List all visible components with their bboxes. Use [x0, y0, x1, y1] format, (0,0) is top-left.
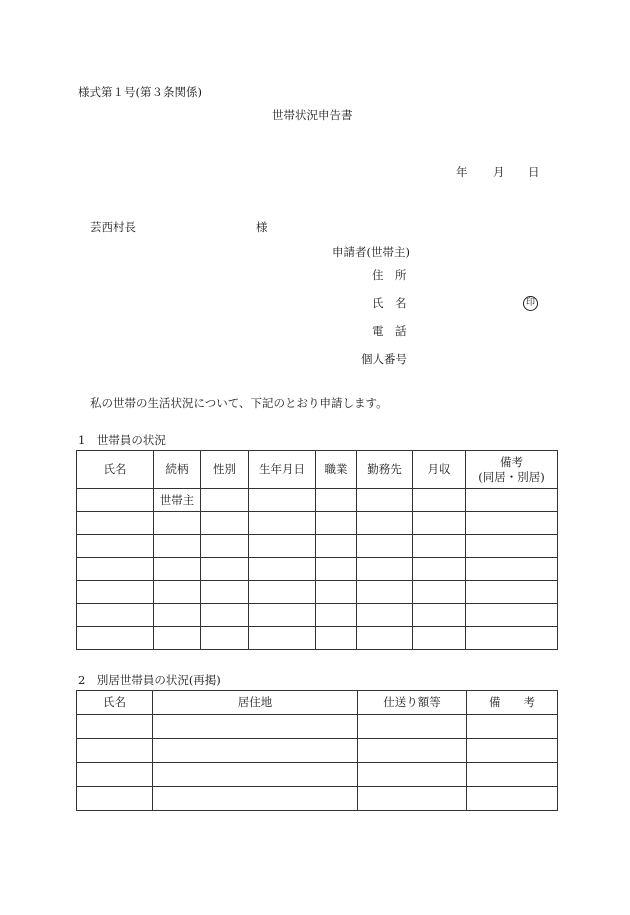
- col-header-remarks-sub: (同居・別居): [478, 469, 545, 484]
- table-row: [77, 535, 558, 558]
- section1-heading: 1 世帯員の状況: [78, 433, 166, 447]
- addressee-name: 芸西村長: [90, 220, 136, 234]
- cell-remarks[interactable]: [466, 512, 558, 535]
- cell-name[interactable]: [77, 715, 153, 739]
- table-header-row: [77, 451, 558, 489]
- col-header-birthdate: 生年月日: [249, 451, 316, 489]
- table-row: [77, 604, 558, 627]
- application-statement: 私の世帯の生活状況について、下記のとおり申請します。: [90, 396, 388, 410]
- cell-relation[interactable]: [154, 558, 201, 581]
- cell-relation: 世帯主: [154, 489, 201, 512]
- cell-birthdate[interactable]: [249, 535, 316, 558]
- col-header-relation: 続柄: [154, 451, 201, 489]
- cell-remittance[interactable]: [358, 763, 467, 787]
- household-members-table: [76, 450, 558, 650]
- addressee-honorific: 様: [256, 220, 268, 234]
- cell-workplace[interactable]: [357, 489, 413, 512]
- cell-gender[interactable]: [201, 512, 249, 535]
- table-row: [77, 581, 558, 604]
- cell-remarks[interactable]: [466, 489, 558, 512]
- cell-gender[interactable]: [201, 581, 249, 604]
- cell-name[interactable]: [77, 512, 154, 535]
- table-row: [77, 627, 558, 650]
- cell-remittance[interactable]: [358, 715, 467, 739]
- cell-residence[interactable]: [153, 787, 358, 811]
- cell-remarks[interactable]: [466, 627, 558, 650]
- cell-name[interactable]: [77, 739, 153, 763]
- cell-occupation[interactable]: [316, 512, 357, 535]
- cell-income[interactable]: [413, 627, 466, 650]
- cell-relation[interactable]: [154, 535, 201, 558]
- col-header-remittance: 仕送り額等: [358, 691, 467, 715]
- col-header-income: 月収: [413, 451, 466, 489]
- cell-relation[interactable]: [154, 604, 201, 627]
- cell-gender[interactable]: [201, 558, 249, 581]
- cell-name[interactable]: [77, 604, 154, 627]
- cell-workplace[interactable]: [357, 604, 413, 627]
- cell-remittance[interactable]: [358, 787, 467, 811]
- cell-birthdate[interactable]: [249, 512, 316, 535]
- applicant-heading: 申請者(世帯主): [332, 245, 410, 259]
- document-title: 世帯状況申告書: [272, 108, 353, 122]
- date-month-label: 月: [493, 165, 505, 179]
- cell-workplace[interactable]: [357, 581, 413, 604]
- cell-occupation[interactable]: [316, 535, 357, 558]
- cell-birthdate[interactable]: [249, 558, 316, 581]
- cell-residence[interactable]: [153, 739, 358, 763]
- cell-name[interactable]: [77, 489, 154, 512]
- col-header-remarks: 備 考: [467, 691, 558, 715]
- separate-members-table: [76, 690, 558, 811]
- cell-gender[interactable]: [201, 604, 249, 627]
- section2-heading: 2 別居世帯員の状況(再掲): [78, 673, 221, 687]
- cell-income[interactable]: [413, 604, 466, 627]
- table-row: [77, 715, 558, 739]
- cell-name[interactable]: [77, 558, 154, 581]
- cell-gender[interactable]: [201, 535, 249, 558]
- table-row: [77, 763, 558, 787]
- cell-workplace[interactable]: [357, 558, 413, 581]
- col-header-residence: 居住地: [153, 691, 358, 715]
- col-header-name: 氏名: [77, 451, 154, 489]
- cell-relation[interactable]: [154, 581, 201, 604]
- cell-income[interactable]: [413, 535, 466, 558]
- cell-gender[interactable]: [201, 489, 249, 512]
- table-row: [77, 739, 558, 763]
- date-year-label: 年: [456, 165, 468, 179]
- cell-remarks[interactable]: [467, 715, 558, 739]
- cell-birthdate[interactable]: [249, 604, 316, 627]
- table-row: [77, 558, 558, 581]
- cell-remarks[interactable]: [467, 739, 558, 763]
- applicant-phone-label: 電 話: [372, 324, 407, 338]
- cell-relation[interactable]: [154, 627, 201, 650]
- cell-occupation[interactable]: [316, 489, 357, 512]
- applicant-address-label: 住 所: [372, 268, 407, 282]
- cell-remarks[interactable]: [466, 581, 558, 604]
- cell-birthdate[interactable]: [249, 627, 316, 650]
- cell-income[interactable]: [413, 489, 466, 512]
- col-header-gender: 性別: [201, 451, 249, 489]
- col-header-name: 氏名: [77, 691, 153, 715]
- cell-name[interactable]: [77, 763, 153, 787]
- col-header-remarks: [466, 451, 558, 489]
- cell-income[interactable]: [413, 581, 466, 604]
- form-number: 様式第１号(第３条関係): [78, 85, 202, 99]
- table-row: [77, 489, 558, 512]
- cell-remarks[interactable]: [466, 535, 558, 558]
- cell-remittance[interactable]: [358, 739, 467, 763]
- cell-workplace[interactable]: [357, 535, 413, 558]
- col-header-occupation: 職業: [316, 451, 357, 489]
- table-row: [77, 787, 558, 811]
- cell-income[interactable]: [413, 558, 466, 581]
- date-day-label: 日: [528, 165, 540, 179]
- cell-remarks[interactable]: [467, 787, 558, 811]
- table-header-row: [77, 691, 558, 715]
- cell-remarks[interactable]: [466, 604, 558, 627]
- applicant-id-label: 個人番号: [361, 352, 407, 366]
- cell-name[interactable]: [77, 787, 153, 811]
- col-header-workplace: 勤務先: [357, 451, 413, 489]
- col-header-remarks-label: 備考: [500, 454, 523, 469]
- table-row: [77, 512, 558, 535]
- cell-workplace[interactable]: [357, 627, 413, 650]
- cell-remarks[interactable]: [466, 558, 558, 581]
- cell-name[interactable]: [77, 627, 154, 650]
- seal-mark-icon: [523, 296, 538, 311]
- cell-occupation[interactable]: [316, 604, 357, 627]
- cell-name[interactable]: [77, 581, 154, 604]
- cell-birthdate[interactable]: [249, 489, 316, 512]
- applicant-name-label: 氏 名: [372, 296, 407, 310]
- cell-name[interactable]: [77, 535, 154, 558]
- cell-occupation[interactable]: [316, 558, 357, 581]
- cell-remarks[interactable]: [467, 763, 558, 787]
- cell-workplace[interactable]: [357, 512, 413, 535]
- cell-income[interactable]: [413, 512, 466, 535]
- cell-occupation[interactable]: [316, 581, 357, 604]
- cell-residence[interactable]: [153, 763, 358, 787]
- cell-birthdate[interactable]: [249, 581, 316, 604]
- cell-residence[interactable]: [153, 715, 358, 739]
- cell-gender[interactable]: [201, 627, 249, 650]
- cell-occupation[interactable]: [316, 627, 357, 650]
- cell-relation[interactable]: [154, 512, 201, 535]
- seal-mark-text: 印: [523, 296, 538, 311]
